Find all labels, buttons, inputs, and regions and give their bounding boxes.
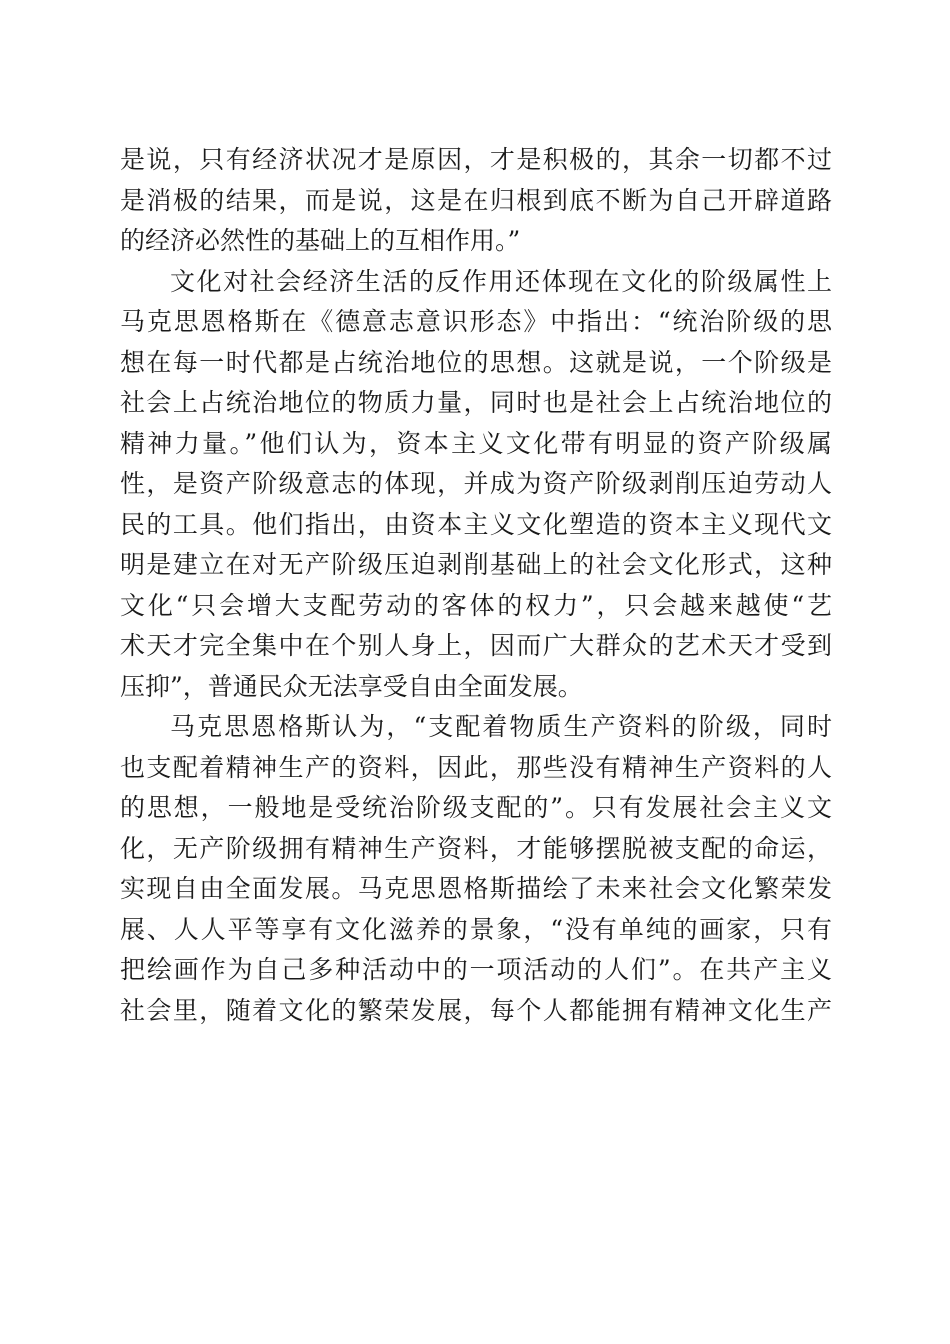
body-text [120,140,832,1031]
text-line: 展、人人平等享有文化滋养的景象，“没有单纯的画家，只有 [120,914,832,944]
text-line: 社会上占统治地位的物质力量，同时也是社会上占统治地位的 [120,388,832,417]
paragraph-1 [120,140,832,262]
text-line: 社会里，随着文化的繁荣发展，每个人都能拥有精神文化生产 [120,995,832,1025]
text-line: 文化“只会增大支配劳动的客体的权力”，只会越来越使“艺 [120,590,832,620]
text-line: 实现自由全面发展。马克思恩格斯描绘了未来社会文化繁荣发 [120,874,832,903]
paragraph-3 [120,707,832,1031]
text-line: 是消极的结果，而是说，这是在归根到底不断为自己开辟道路 [120,185,832,215]
text-line: 的经济必然性的基础上的互相作用。” [120,226,521,255]
text-line: 是说，只有经济状况才是原因，才是积极的，其余一切都不过 [120,145,832,174]
text-line: 精神力量。”他们认为，资本主义文化带有明显的资产阶级属 [120,428,832,458]
text-line: 性，是资产阶级意志的体现，并成为资产阶级剥削压迫劳动人 [120,469,832,498]
text-line: 明是建立在对无产阶级压迫剥削基础上的社会文化形式，这种 [120,550,832,579]
text-line: 马克思恩格斯认为，“支配着物质生产资料的阶级，同时 [170,712,832,741]
text-line: 压抑”，普通民众无法享受自由全面发展。 [120,671,583,701]
text-line: 文化对社会经济生活的反作用还体现在文化的阶级属性上 [170,266,832,296]
text-line: 把绘画作为自己多种活动中的一项活动的人们”。在共产主义 [120,955,832,984]
text-line: 化，无产阶级拥有精神生产资料，才能够摆脱被支配的命运， [120,833,832,863]
paragraph-2 [120,262,832,708]
text-line: 也支配着精神生产的资料，因此，那些没有精神生产资料的人 [120,752,832,782]
text-line: 术天才完全集中在个别人身上，因而广大群众的艺术天才受到 [120,631,832,660]
text-line: 民的工具。他们指出，由资本主义文化塑造的资本主义现代文 [120,509,832,539]
text-line: 的思想，一般地是受统治阶级支配的”。只有发展社会主义文 [120,793,832,822]
text-line: 想在每一时代都是占统治地位的思想。这就是说，一个阶级是 [120,347,832,377]
text-line: 马克思恩格斯在《德意志意识形态》中指出：“统治阶级的思 [120,307,832,336]
